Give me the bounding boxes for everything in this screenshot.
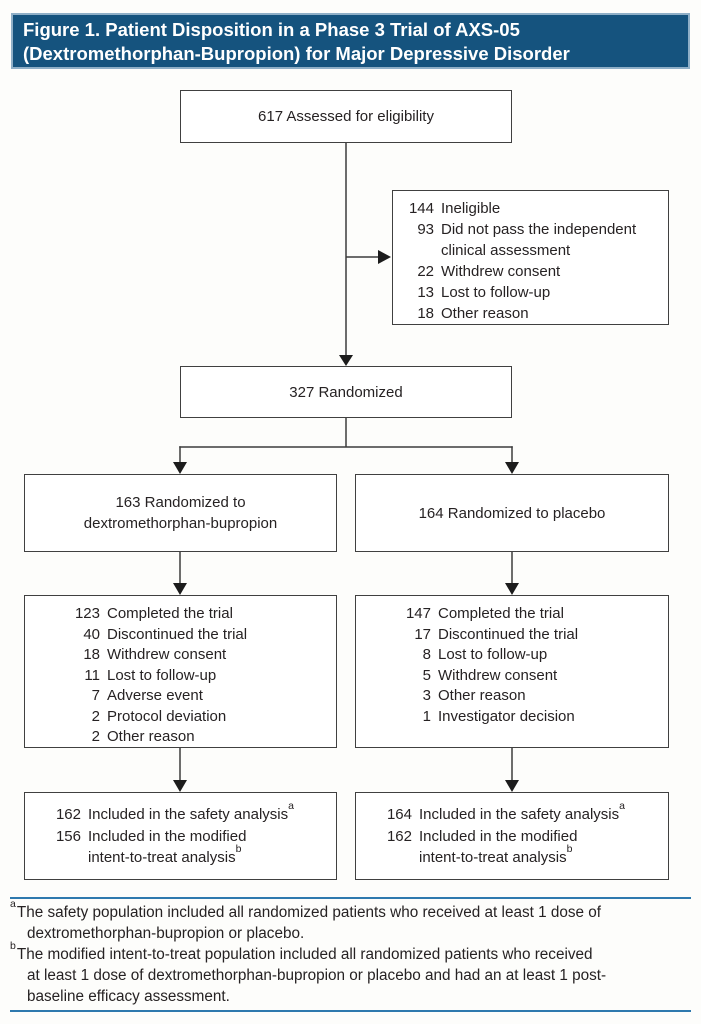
outcome-row: 40 Discontinued the trial [83,625,248,643]
arrow-down-to-outcomes-dex [173,583,187,595]
box-analysis-dextromethorphan-bupropion [24,792,337,880]
outcome-row: 5 Withdrew consent [422,666,558,684]
footnote-marker-b: b [235,843,242,855]
footnotes [10,897,695,1007]
analysis-row: 162 Included in the safety analysis$^a$ [55,800,294,823]
outcome-row: 2 Protocol deviation [91,707,227,725]
arm-dex-line1: 163 Randomized to [115,494,246,511]
assessed-label: 617 Assessed for eligibility [258,108,434,125]
arrow-down-to-arm-dex [173,462,187,474]
figure-title-line1: Figure 1. Patient Disposition in a Phase 3 Trial of AXS-05 [23,19,520,40]
outcome-row: 11 Lost to follow-up [84,666,217,684]
analysis-row: intent-to-treat analysis$^b$ [88,843,242,866]
footnote-marker-a: a [288,800,294,812]
outcome-row: 17 Discontinued the trial [414,625,579,643]
outcome-row: 7 Adverse event [91,687,203,704]
outcome-row: 2 Other reason [91,728,195,745]
arm-placebo-line1: 164 Randomized to placebo [418,504,606,522]
arrow-down-to-analysis-placebo [505,780,519,792]
footnote-marker-a: a [619,800,625,812]
outcome-row: 8 Lost to follow-up [422,646,548,663]
arrow-down-to-arm-placebo [505,462,519,474]
analysis-row: 162 Included in the modified [386,827,578,845]
box-outcomes-placebo [355,595,669,748]
outcome-row: 147 Completed the trial [405,605,564,622]
footnote-b-marker: b [10,939,16,952]
arrow-right-to-ineligible [378,250,391,264]
ineligible-row: 93 Did not pass the independent [417,221,637,238]
outcome-row: 123 Completed the trial [74,605,233,622]
ineligible-row: 13 Lost to follow-up [417,284,551,301]
ineligible-row: 18 Other reason [417,305,529,322]
box-ineligible [392,190,669,325]
box-assessed-for-eligibility [180,90,512,143]
outcome-row: 18 Withdrew consent [83,646,227,663]
analysis-row: intent-to-treat analysis$^b$ [419,843,573,866]
outcome-row: 1 Investigator decision [422,707,575,725]
footnote-divider-bottom [10,1010,691,1012]
ineligible-row: 144 Ineligible [408,200,501,217]
figure-title-line2: (Dextromethorphan-Bupropion) for Major Depressive Disorder [23,43,570,64]
ineligible-row: clinical assessment [441,242,571,259]
ineligible-row: 22 Withdrew consent [417,263,561,280]
footnote-marker-b: b [566,843,573,855]
arrow-down-to-analysis-dex [173,780,187,792]
arrow-down-to-randomized [339,355,353,366]
randomized-label: 327 Randomized [289,383,403,401]
footnote-divider-top [10,897,691,899]
box-randomized [180,366,512,418]
box-arm-dextromethorphan-bupropion [24,474,337,552]
box-outcomes-dextromethorphan-bupropion [24,595,337,748]
arm-dex-line2: dextromethorphan-bupropion [83,515,278,532]
outcome-row: 3 Other reason [422,687,526,704]
footnote-a: $^a$The safety population included all randomized patients who received at least 1 dose of dextromethorphan-bupropion or placebo. [10,897,602,942]
arrow-down-to-outcomes-placebo [505,583,519,595]
box-arm-placebo [355,474,669,552]
analysis-row: 156 Included in the modified [55,827,247,845]
box-analysis-placebo [355,792,669,880]
analysis-row: 164 Included in the safety analysis$^a$ [386,800,625,823]
footnote-b: $^b$The modified intent-to-treat population included all randomized patients who received at least 1 dose of dextromethorphan-bupropion or placebo and had an at least 1 post- baseline efficacy assessment. [10,939,607,1005]
footnote-a-marker: a [10,897,16,910]
